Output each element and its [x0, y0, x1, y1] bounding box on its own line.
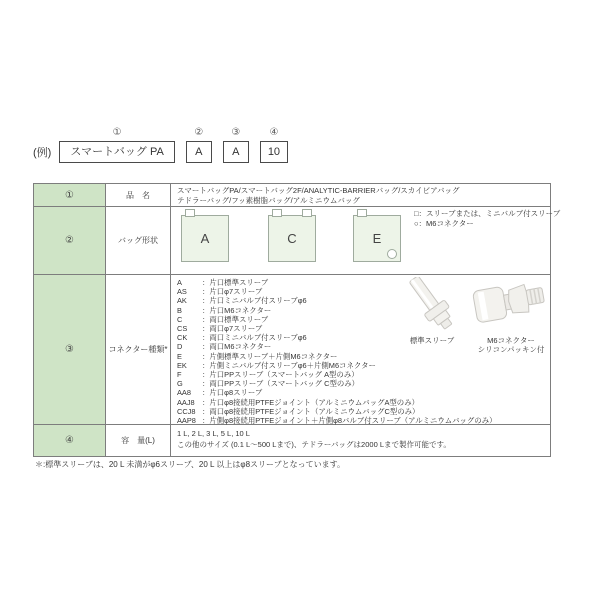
standard-sleeve-caption: 標準スリーブ [409, 336, 455, 345]
example-circled-number: ④ [269, 127, 279, 138]
connector-code: F [177, 370, 182, 380]
connector-item-AAP8 [177, 416, 496, 425]
connector-description: ：両口ミニバルブ付スリーブφ6 [202, 333, 307, 343]
example-code-box: 10 [260, 141, 288, 163]
m6-connector-caption-line2: シリコンパッキン付 [477, 345, 545, 354]
legend-sleeve: □：スリーブまたは、ミニバルブ付スリーブ [414, 209, 561, 218]
connector-description: ：片口φ8接続用PTFEジョイント（アルミニウムバッグA型のみ） [202, 397, 419, 407]
example-item-1 [59, 128, 174, 163]
row1-number: ① [34, 184, 106, 207]
row2-number: ② [34, 207, 106, 275]
m6-connector-dot-icon [387, 249, 397, 259]
connector-code: D [177, 342, 183, 352]
example-item-3 [223, 128, 249, 163]
example-code-box: A [186, 141, 212, 163]
connector-description: ：片側φ8接続用PTFEジョイント＋片側φ8バルブ付スリーブ（アルミニウムバッグのみ） [202, 416, 497, 426]
connector-code: E [177, 351, 182, 361]
bag-shape-A [181, 215, 229, 262]
example-circled-number: ① [112, 127, 122, 138]
row3-label: コネクター種類* [106, 275, 171, 425]
m6-connector-photo [471, 273, 551, 354]
bag-letter: A [200, 230, 210, 246]
connector-code: A [177, 278, 182, 287]
connector-description: ：片口標準スリーブ [202, 278, 269, 287]
connector-description: ：片口M6コネクター [202, 305, 272, 315]
row2-label: バッグ形状 [106, 207, 171, 275]
row3-number: ③ [34, 275, 106, 425]
bag-shape-E [353, 215, 401, 262]
example-boxes [59, 128, 288, 163]
connector-description: ：片側ミニバルブ付スリーブφ6＋片側M6コネクター [202, 360, 376, 370]
m6-connector-image [471, 273, 551, 333]
example-label: (例) [33, 147, 52, 159]
connector-description: ：両口M6コネクター [202, 342, 272, 352]
row3-value [171, 275, 550, 425]
connector-code: CS [177, 324, 188, 334]
example-ordering-row [33, 128, 288, 163]
row1-value [171, 184, 550, 207]
example-circled-number: ③ [231, 127, 241, 138]
connector-description: ：両口φ7スリーブ [202, 324, 263, 334]
connector-item-AA8 [177, 388, 496, 397]
connector-description: ：両口PPスリーブ（スマートバッグ C型のみ） [202, 379, 360, 389]
connector-description: ：片口PPスリーブ（スマートバッグ A型のみ） [202, 370, 359, 380]
product-names-line2: テドラーバッグ/フッ素樹脂バッグ/アルミニウムバッグ [177, 196, 360, 205]
connector-item-G [177, 379, 496, 388]
connector-code: AK [177, 296, 187, 306]
standard-sleeve-photo [399, 277, 465, 345]
example-item-2 [186, 128, 212, 163]
example-item-4 [260, 128, 288, 163]
connector-item-AAJ8 [177, 398, 496, 407]
example-code-box: A [223, 141, 249, 163]
bag-letter: C [287, 230, 297, 246]
connector-code: AS [177, 287, 187, 297]
footnote: ＊:標準スリーブは、20 L 未満がφ6スリーブ、20 L 以上はφ8スリーブとなっています。 [35, 460, 346, 469]
connector-code: AAP8 [177, 416, 196, 426]
connector-description: ：両口φ8接続用PTFEジョイント（アルミニウムバッグC型のみ） [202, 406, 420, 416]
connector-code: CCJ8 [177, 406, 196, 416]
connector-description: ：片口ミニバルブ付スリーブφ6 [202, 296, 307, 306]
row4-label: 容 量(L) [106, 425, 171, 456]
standard-sleeve-image [399, 277, 465, 333]
bag-shape-legend [414, 209, 560, 229]
connector-description: ：片口φ8スリーブ [202, 388, 263, 398]
connector-code: AAJ8 [177, 397, 195, 407]
connector-description: ：両口標準スリーブ [202, 314, 269, 324]
connector-item-CCJ8 [177, 407, 496, 416]
connector-code: EK [177, 360, 187, 370]
row1-label: 品 名 [106, 184, 171, 207]
m6-connector-caption-line1: M6コネクター [487, 336, 535, 345]
example-code-box: スマートバッグ PA [59, 141, 174, 163]
capacity-note: この他のサイズ (0.1 L～500 Lまで)、テドラーバッグは2000 Lまで製作可能です。 [177, 440, 451, 449]
bag-shape-C [268, 215, 316, 262]
connector-code: AA8 [177, 388, 191, 398]
connector-code: C [177, 314, 183, 324]
connector-code: G [177, 379, 183, 389]
spec-table [33, 183, 561, 457]
row2-value [171, 207, 561, 275]
example-circled-number: ② [194, 127, 204, 138]
connector-description: ：片側標準スリーブ＋片側M6コネクター [202, 351, 338, 361]
row4-number: ④ [34, 425, 106, 456]
row4-value [171, 425, 550, 456]
connector-item-F [177, 370, 496, 379]
connector-item-E [177, 352, 496, 361]
product-names-line1: スマートバッグPA/スマートバッグ2F/ANALYTIC-BARRIERバッグ/スカイビアバッグ [177, 186, 460, 195]
connector-code: CK [177, 333, 188, 343]
bag-letter: E [372, 230, 382, 246]
connector-item-EK [177, 361, 496, 370]
capacity-sizes: 1 L, 2 L, 3 L, 5 L, 10 L [177, 429, 250, 438]
legend-m6: ○：M6コネクター [414, 219, 474, 228]
connector-description: ：片口φ7スリーブ [202, 287, 263, 297]
connector-code: B [177, 305, 182, 315]
